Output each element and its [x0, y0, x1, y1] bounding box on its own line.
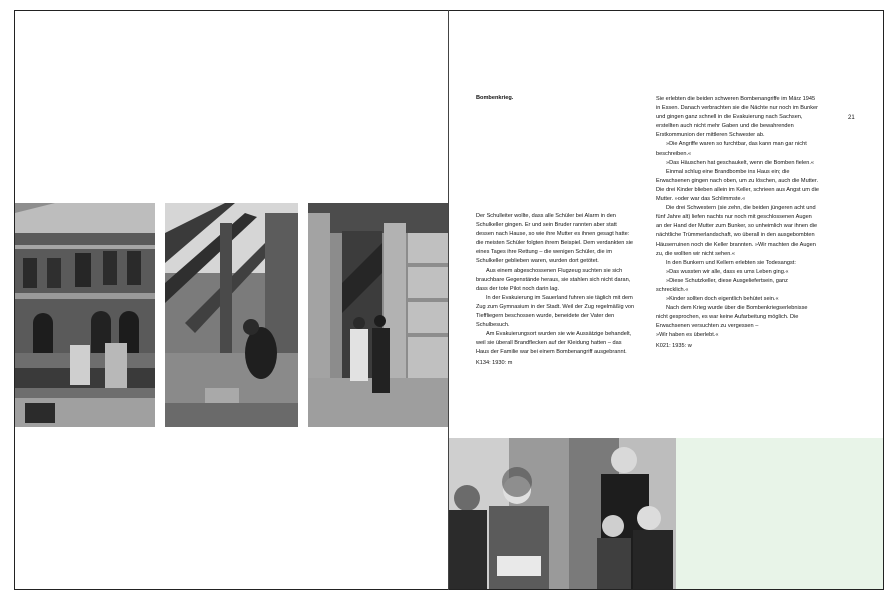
paragraph: Der Schulleiter wollte, dass alle Schüler bei Alarm in den Schulkeller gingen. Er und sein Bruder rannten aber statt dessen nach Hause, so wie ihre Mutter es ihnen gesagt hatte: die meisten Schüler folgten ihrem Beispiel. Dem verdankten sie eines Tages ihre Rettung – die wenigen Schüler, die im Schulkeller geblieben waren, wurden dort getötet. [476, 213, 634, 265]
left-text-column [476, 212, 636, 368]
photo-family-portrait [449, 438, 676, 589]
source-caption: K021: 1935: w [656, 342, 692, 349]
paragraph: »Die Angriffe waren so furchtbar, das kann man gar nicht beschreiben.« [656, 141, 807, 157]
paragraph: »Das wussten wir alle, dass es ums Leben ging.« [666, 268, 789, 275]
column-heading: Bombenkrieg. [476, 95, 514, 101]
paragraph: »Diese Schutzkeller, diese Ausgeliefertsein, ganz schrecklich.« [656, 277, 788, 293]
paragraph: In den Bunkern und Kellern erlebten sie Todesangst: [666, 259, 796, 266]
paragraph: Aus einem abgeschossenen Flugzeug suchten sie sich brauchbare Gegenstände heraus, sie stahlen sich nicht daran, dass der tote Pilot noch darin lag. [476, 267, 631, 292]
paragraph: »Das Häuschen hat geschaukelt, wenn die Bomben fielen.« [666, 159, 815, 166]
photo-rubble-worker [165, 203, 298, 427]
paragraph: »Wir haben es überlebt.« [656, 332, 719, 339]
photo-women-ruins [308, 203, 448, 427]
page-number: 21 [848, 115, 855, 121]
paragraph: Die drei Schwestern (sie zehn, die beiden jüngeren acht und fünf Jahre alt) liefen nachts nur noch mit geschlossenen Augen an der Hand der Mutter zum Bunker, so unheimlich war ihnen die nächtliche Trümmerlandschaft, wo überall in den ausgebombten Häuserruinen noch die Keller brannten. »Wir machten die Augen zu, die wollten wir nicht sehen.« [656, 205, 818, 257]
photo-ruined-facade [15, 203, 155, 427]
paragraph: »Kinder sollten doch eigentlich behütet sein.« [666, 296, 779, 303]
tinted-panel [676, 438, 883, 589]
paragraph: Einmal schlug eine Brandbombe ins Haus ein; die Erwachsenen gingen nach oben, um zu löschen, auch die Mutter. Die drei Kinder blieben allein im Keller, schrieen aus Angst um die Mutter. »oder war das Schlimmste.« [656, 168, 819, 203]
paragraph: Am Evakuierungsort wurden sie wie Aussätzige behandelt, weil sie überall Brandflecken auf der Kleidung hatten – das Haus der Familie war bei einem Bombenangriff ausgebrannt. [476, 331, 632, 356]
source-caption: K134: 1930: m [476, 359, 513, 366]
paragraph: Nach dem Krieg wurde über die Bombenkriegserlebnisse nicht gesprochen, es war keine Aufarbeitung möglich. Die Erwachsenen versuchten zu vergessen – [656, 305, 808, 330]
paragraph: Sie erlebten die beiden schweren Bombenangriffe im März 1945 in Essen. Danach verbrachten sie die Nächte nur noch im Bunker und gingen ganz schnell in die Evakuierung nach Sachsen, erstellten auch nicht mehr Gaben und die bewahrenden Erstkommunion der mittleren Schwester ab. [656, 96, 818, 139]
right-text-column [656, 95, 819, 351]
paragraph: In der Evakuierung im Sauerland fuhren sie täglich mit dem Zug zum Gymnasium in der Stadt. Weil der Zug regelmäßig von Tieffliegern beschossen wurde, beneidete der Vater den Schulbesuch. [476, 294, 635, 329]
